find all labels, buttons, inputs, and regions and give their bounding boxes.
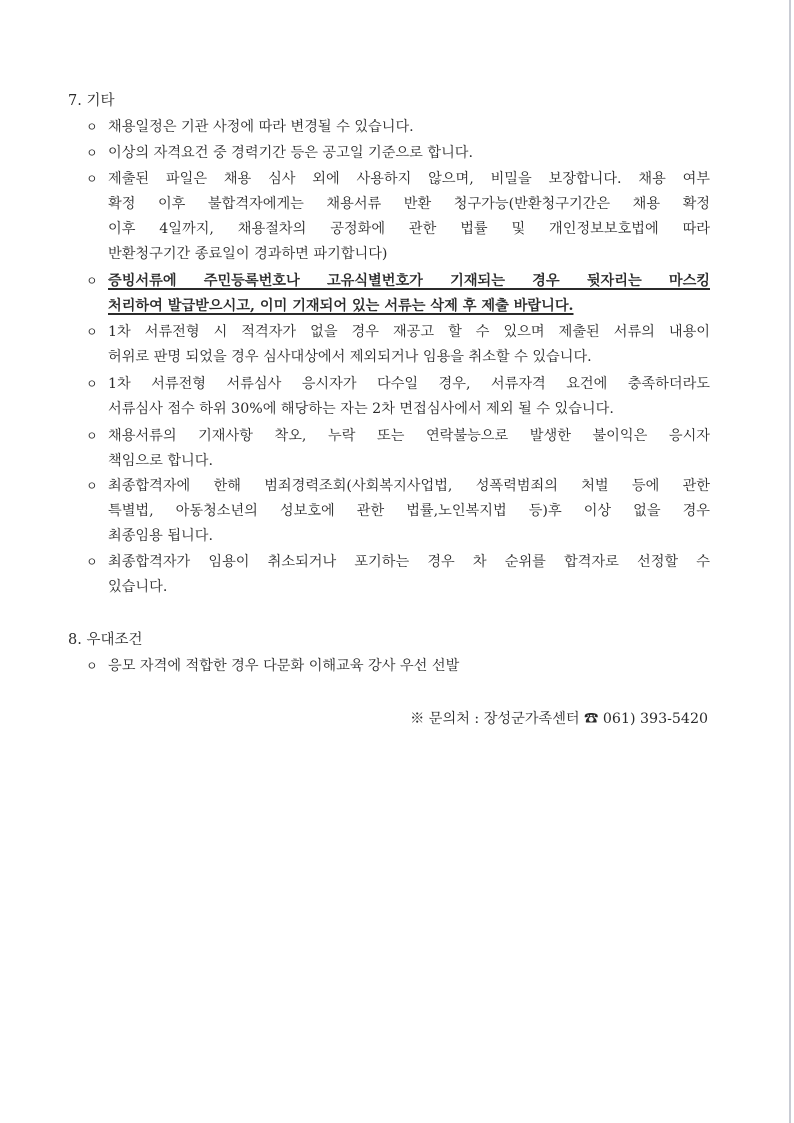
list-item [86, 320, 710, 370]
item-line: 채용서류의 기재사항 착오, 누락 또는 연락불능으로 발생한 불이익은 응시자 [108, 428, 710, 444]
list-item-emphasis [86, 269, 710, 319]
contact-phone: 061) 393-5420 [602, 711, 708, 727]
section-title-etc: 7. 기타 [68, 93, 115, 109]
bullet-icon: ㅇ [86, 325, 98, 339]
bullet-icon: ㅇ [86, 120, 98, 134]
item-line: 제출된 파일은 채용 심사 외에 사용하지 않으며, 비밀을 보장합니다. 채용 여부 [108, 171, 710, 187]
bullet-icon: ㅇ [86, 146, 98, 160]
list-item [86, 550, 710, 600]
bullet-icon: ㅇ [86, 555, 98, 569]
phone-icon: ☎ [584, 711, 599, 727]
bullet-icon: ㅇ [86, 274, 98, 288]
bullet-icon: ㅇ [86, 172, 98, 186]
item-line: 최종합격자에 한해 범죄경력조회(사회복지사업법, 성폭력범죄의 처벌 등에 관한 [108, 478, 710, 494]
item-line: 1차 서류전형 시 적격자가 없을 경우 재공고 할 수 있으며 제출된 서류의 내용이 [108, 324, 710, 340]
item-line: 이후 4일까지, 채용절차의 공정화에 관한 법률 및 개인정보보호법에 따라 [108, 221, 710, 237]
section-title-preference: 8. 우대조건 [68, 632, 143, 648]
item-line: 최종임용 됩니다. [108, 528, 213, 544]
bullet-icon: ㅇ [86, 479, 98, 493]
item-line: 이상의 자격요건 중 경력기간 등은 공고일 기준으로 합니다. [108, 145, 474, 161]
bullet-icon: ㅇ [86, 377, 98, 391]
list-item [86, 141, 710, 166]
item-line: 반환청구기간 종료일이 경과하면 파기합니다) [108, 246, 388, 262]
item-line: 특별법, 아동청소년의 성보호에 관한 법률,노인복지법 등)후 이상 없을 경우 [108, 503, 710, 519]
item-line: 허위로 판명 되었을 경우 심사대상에서 제외되거나 임용을 취소할 수 있습니다. [108, 349, 592, 365]
contact-prefix: ※ 문의처 : 장성군가족센터 [410, 711, 580, 727]
contact-info [410, 707, 708, 731]
list-item [86, 167, 710, 267]
list-item [86, 424, 710, 474]
item-line: 1차 서류전형 서류심사 응시자가 다수일 경우, 서류자격 요건에 충족하더라도 [108, 376, 710, 392]
bullet-icon: ㅇ [86, 659, 98, 673]
list-item [86, 474, 710, 549]
item-line: 확정 이후 불합격자에게는 채용서류 반환 청구가능(반환청구기간은 채용 확정 [108, 196, 710, 212]
item-line: 응모 자격에 적합한 경우 다문화 이해교육 강사 우선 선발 [108, 658, 460, 674]
item-line: 채용일정은 기관 사정에 따라 변경될 수 있습니다. [108, 119, 414, 135]
item-line: 처리하여 발급받으시고, 이미 기재되어 있는 서류는 삭제 후 제출 바랍니다. [108, 298, 574, 314]
item-line: 최종합격자가 임용이 취소되거나 포기하는 경우 차 순위를 합격자로 선정할 수 [108, 554, 710, 570]
list-item [86, 372, 710, 422]
bullet-icon: ㅇ [86, 429, 98, 443]
list-item [86, 654, 710, 679]
list-item [86, 115, 710, 140]
item-line: 있습니다. [108, 579, 168, 595]
item-line: 서류심사 점수 하위 30%에 해당하는 자는 2차 면접심사에서 제외 될 수 있습니다. [108, 401, 614, 417]
page-edge [789, 0, 791, 1123]
item-line: 책임으로 합니다. [108, 453, 213, 469]
item-line: 증빙서류에 주민등록번호나 고유식별번호가 기재되는 경우 뒷자리는 마스킹 [108, 273, 710, 289]
